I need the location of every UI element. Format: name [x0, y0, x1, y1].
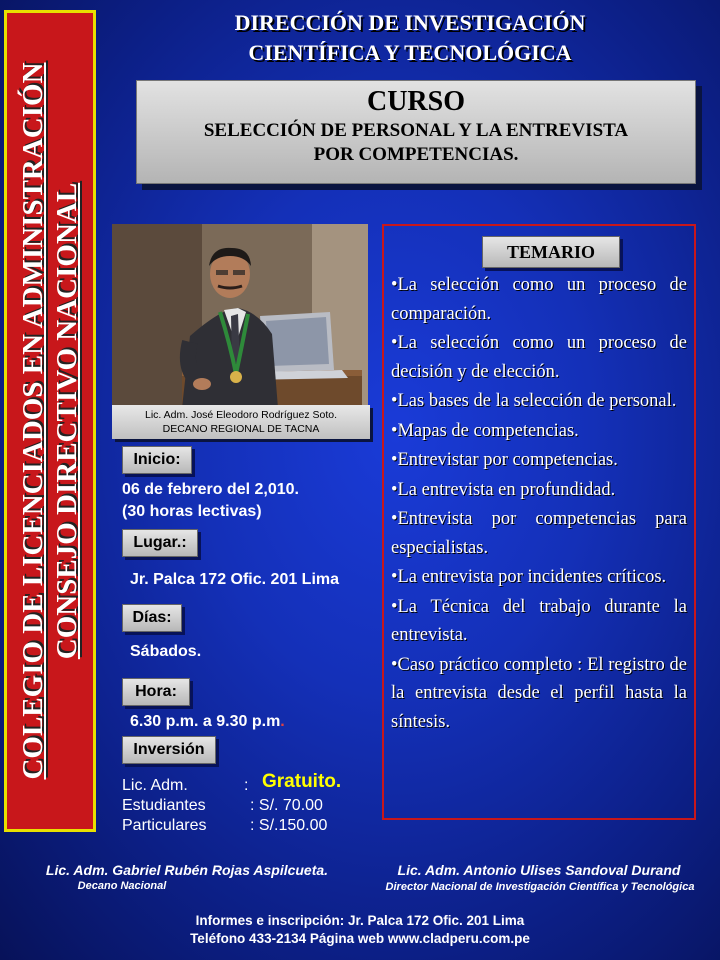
- hora-dot: .: [280, 713, 285, 730]
- inversion-label: Inversión: [122, 736, 216, 764]
- footer-left-role: Decano Nacional: [77, 880, 167, 892]
- inv-lic-colon: :: [244, 777, 249, 794]
- footer-info: [60, 912, 660, 948]
- temario-item: •La entrevista por incidentes críticos.: [391, 567, 667, 587]
- hora-text: 6.30 p.m. a 9.30 p.m: [130, 713, 281, 730]
- temario-item: •Entrevistar por competencias.: [391, 450, 618, 470]
- photo-caption: [112, 405, 370, 439]
- inv-lic-label: Lic. Adm.: [122, 777, 188, 794]
- temario-item: •Mapas de competencias.: [391, 420, 579, 441]
- hora-value: [130, 712, 380, 732]
- course-subtitle-line2: POR COMPETENCIAS.: [313, 144, 519, 165]
- temario-item: •Caso práctico completo : El registro de la entrevista desde el perfil hasta la síntesis.: [391, 654, 687, 732]
- course-subtitle: [137, 119, 695, 167]
- inv-est-value: : S/. 70.00: [250, 797, 323, 814]
- footer-info-line2: Teléfono 433-2134 Página web www.cladperu.com.pe: [190, 931, 530, 946]
- temario-title: TEMARIO: [482, 236, 620, 268]
- footer-right-role: Director Nacional de Investigación Científica y Tecnológica: [385, 881, 695, 893]
- dias-label: Días:: [122, 604, 182, 632]
- speaker-illustration: [112, 224, 368, 408]
- side-banner-line1: COLEGIO DE LICENCIADOS EN ADMINISTRACIÓN: [17, 62, 49, 780]
- course-box: [136, 80, 696, 184]
- lugar-label: Lugar.:: [122, 529, 198, 557]
- inv-lic-value: Gratuito.: [262, 771, 342, 792]
- speaker-photo: [112, 224, 368, 408]
- inicio-date: 06 de febrero del 2,010.: [122, 481, 299, 498]
- header-line2: CIENTÍFICA Y TECNOLÓGICA: [248, 40, 572, 65]
- lugar-value: Jr. Palca 172 Ofic. 201 Lima: [130, 571, 340, 588]
- photo-caption-line2: DECANO REGIONAL DE TACNA: [162, 423, 320, 435]
- inversion-table: [122, 772, 372, 836]
- inv-par-value: : S/.150.00: [250, 817, 328, 834]
- temario-item: •La Técnica del trabajo durante la entrevista.: [391, 596, 687, 645]
- header: [110, 8, 710, 68]
- footer-left-name: Lic. Adm. Gabriel Rubén Rojas Aspilcueta.: [45, 862, 329, 878]
- side-banner: [4, 10, 96, 832]
- temario-list: [391, 271, 687, 737]
- hora-label: Hora:: [122, 678, 190, 706]
- temario-item: •Las bases de la selección de personal.: [391, 391, 677, 411]
- temario-item: •La selección como un proceso de comparación.: [391, 275, 687, 324]
- inversion-row-lic: [122, 772, 372, 796]
- inversion-row-estudiantes: [122, 796, 372, 816]
- temario-item: •Entrevista por competencias para especialistas.: [391, 509, 687, 558]
- inv-est-label: Estudiantes: [122, 797, 206, 814]
- side-banner-text: [16, 21, 84, 821]
- footer-right-name: Lic. Adm. Antonio Ulises Sandoval Durand: [397, 862, 681, 878]
- side-banner-line2: CONSEJO DIRECTIVO NACIONAL: [51, 182, 83, 660]
- inicio-label: Inicio:: [122, 446, 192, 474]
- dias-value: Sábados.: [130, 643, 202, 660]
- footer-info-line1: Informes e inscripción: Jr. Palca 172 Ofic. 201 Lima: [195, 913, 525, 928]
- course-subtitle-line1: SELECCIÓN DE PERSONAL Y LA ENTREVISTA: [203, 120, 629, 141]
- photo-caption-line1: Lic. Adm. José Eleodoro Rodríguez Soto.: [144, 409, 338, 421]
- temario-item: •La selección como un proceso de decisión y de elección.: [391, 333, 687, 382]
- temario-item: •La entrevista en profundidad.: [391, 479, 616, 500]
- inicio-hours: (30 horas lectivas): [122, 503, 262, 520]
- course-title: CURSO: [366, 86, 465, 117]
- inversion-row-particulares: [122, 816, 372, 836]
- inv-par-label: Particulares: [122, 817, 207, 834]
- header-line1: DIRECCIÓN DE INVESTIGACIÓN: [234, 10, 586, 35]
